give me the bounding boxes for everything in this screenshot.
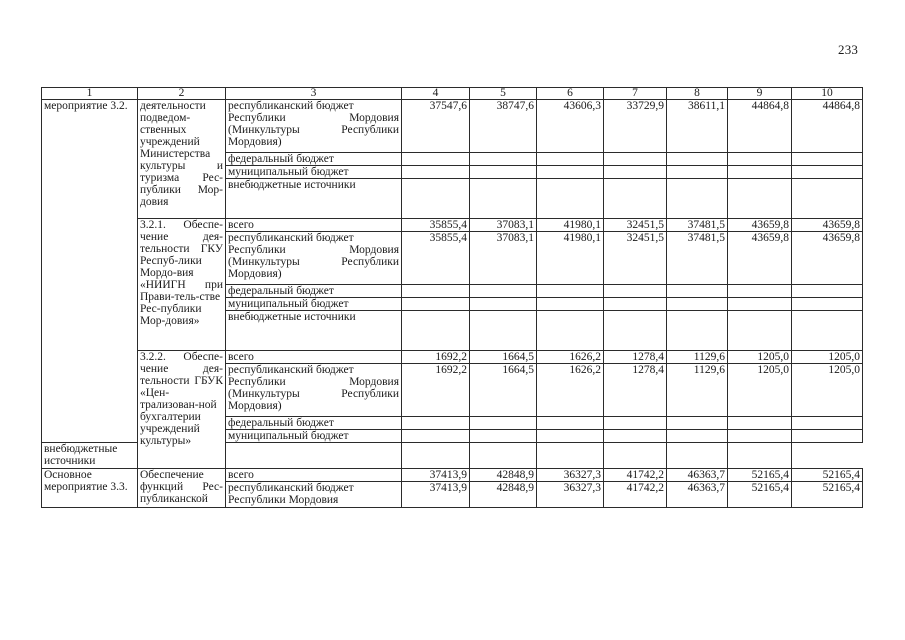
value-cell: 1278,4: [604, 364, 667, 417]
source-offbudget: внебюджетные источники: [226, 179, 402, 219]
value-cell: 37413,9: [402, 469, 470, 482]
source-municipal: муниципальный бюджет: [226, 166, 402, 179]
value-cell: 37481,5: [667, 219, 728, 232]
value-cell: 1626,2: [537, 364, 604, 417]
source-offbudget: внебюджетные источники: [42, 443, 138, 469]
value-cell: 37481,5: [667, 232, 728, 285]
header-cell: 7: [604, 88, 667, 100]
value-cell: 1626,2: [537, 351, 604, 364]
table-row: [42, 351, 863, 364]
value-cell: 36327,3: [537, 482, 604, 508]
value-cell: 32451,5: [604, 232, 667, 285]
source-republic: республиканский бюджет Республики Мордовия (Минкультуры Республики Мордовия): [226, 364, 402, 417]
value-cell: 35855,4: [402, 232, 470, 285]
value-cell: 41980,1: [537, 232, 604, 285]
value-cell: 52165,4: [792, 469, 863, 482]
value-cell: 1205,0: [792, 364, 863, 417]
page-number: 233: [838, 42, 859, 57]
source-republic: республиканский бюджет Республики Мордовия (Минкультуры Республики Мордовия): [226, 232, 402, 285]
value-cell: 46363,7: [667, 469, 728, 482]
value-cell: 1692,2: [402, 364, 470, 417]
header-cell: 2: [138, 88, 226, 100]
source-municipal: муниципальный бюджет: [226, 430, 402, 443]
value-cell: 37413,9: [402, 482, 470, 508]
value-cell: 43659,8: [728, 219, 792, 232]
source-municipal: муниципальный бюджет: [226, 298, 402, 311]
value-cell: 1664,5: [470, 364, 537, 417]
value-cell: 38611,1: [667, 100, 728, 153]
value-cell: 37083,1: [470, 232, 537, 285]
header-cell: 1: [42, 88, 138, 100]
value-cell: 1692,2: [402, 351, 470, 364]
header-cell: 3: [226, 88, 402, 100]
header-cell: 9: [728, 88, 792, 100]
source-total: всего: [226, 469, 402, 482]
value-cell: 43659,8: [792, 219, 863, 232]
value-cell: 46363,7: [667, 482, 728, 508]
header-cell: 10: [792, 88, 863, 100]
activity-description: Обеспечение функций Рес-публиканской: [138, 469, 226, 508]
source-republic: республиканский бюджет Республики Мордовия: [226, 482, 402, 508]
value-cell: 43659,8: [792, 232, 863, 285]
value-cell: 52165,4: [728, 469, 792, 482]
value-cell: 44864,8: [792, 100, 863, 153]
value-cell: 36327,3: [537, 469, 604, 482]
value-cell: 1278,4: [604, 351, 667, 364]
value-cell: 41742,2: [604, 482, 667, 508]
value-cell: 42848,9: [470, 469, 537, 482]
value-cell: 1205,0: [728, 364, 792, 417]
activity-description: 3.2.1. Обеспе-чение дея-тельности ГКУ Респуб-лики Мордо-вия «НИИГН при Прави-тель-стве Рес-публики Мор-довия»: [138, 219, 226, 351]
value-cell: 1664,5: [470, 351, 537, 364]
source-federal: федеральный бюджет: [226, 417, 402, 430]
header-cell: 8: [667, 88, 728, 100]
value-cell: 52165,4: [728, 482, 792, 508]
value-cell: 37083,1: [470, 219, 537, 232]
header-cell: 4: [402, 88, 470, 100]
table-row: [42, 219, 863, 232]
source-federal: федеральный бюджет: [226, 153, 402, 166]
value-cell: 41742,2: [604, 469, 667, 482]
value-cell: 1129,6: [667, 351, 728, 364]
value-cell: 1129,6: [667, 364, 728, 417]
value-cell: 1205,0: [728, 351, 792, 364]
source-total: всего: [226, 351, 402, 364]
budget-table: [41, 87, 863, 508]
value-cell: 33729,9: [604, 100, 667, 153]
value-cell: 41980,1: [537, 219, 604, 232]
activity-description: деятельности подведом-ственных учреждений Министерства культуры и туризма Рес-публики Мор-довия: [138, 100, 226, 219]
source-total: всего: [226, 219, 402, 232]
header-cell: 6: [537, 88, 604, 100]
value-cell: 1205,0: [792, 351, 863, 364]
header-row: [42, 88, 863, 100]
value-cell: 42848,9: [470, 482, 537, 508]
table-row: [42, 469, 863, 482]
activity-label: Основное мероприятие 3.3.: [42, 469, 138, 508]
activity-label: мероприятие 3.2.: [42, 100, 138, 443]
value-cell: 43606,3: [537, 100, 604, 153]
header-cell: 5: [470, 88, 537, 100]
value-cell: 44864,8: [728, 100, 792, 153]
value-cell: 52165,4: [792, 482, 863, 508]
table-row: [42, 100, 863, 153]
source-federal: федеральный бюджет: [226, 285, 402, 298]
value-cell: 32451,5: [604, 219, 667, 232]
value-cell: 43659,8: [728, 232, 792, 285]
value-cell: 35855,4: [402, 219, 470, 232]
value-cell: 37547,6: [402, 100, 470, 153]
source-offbudget: внебюджетные источники: [226, 311, 402, 351]
value-cell: 38747,6: [470, 100, 537, 153]
source-republic: республиканский бюджет Республики Мордовия (Минкультуры Республики Мордовия): [226, 100, 402, 153]
activity-description: 3.2.2. Обеспе-чение дея-тельности ГБУК «Цен-трализован-ной бухгалтерии учреждений культуры»: [138, 351, 226, 469]
